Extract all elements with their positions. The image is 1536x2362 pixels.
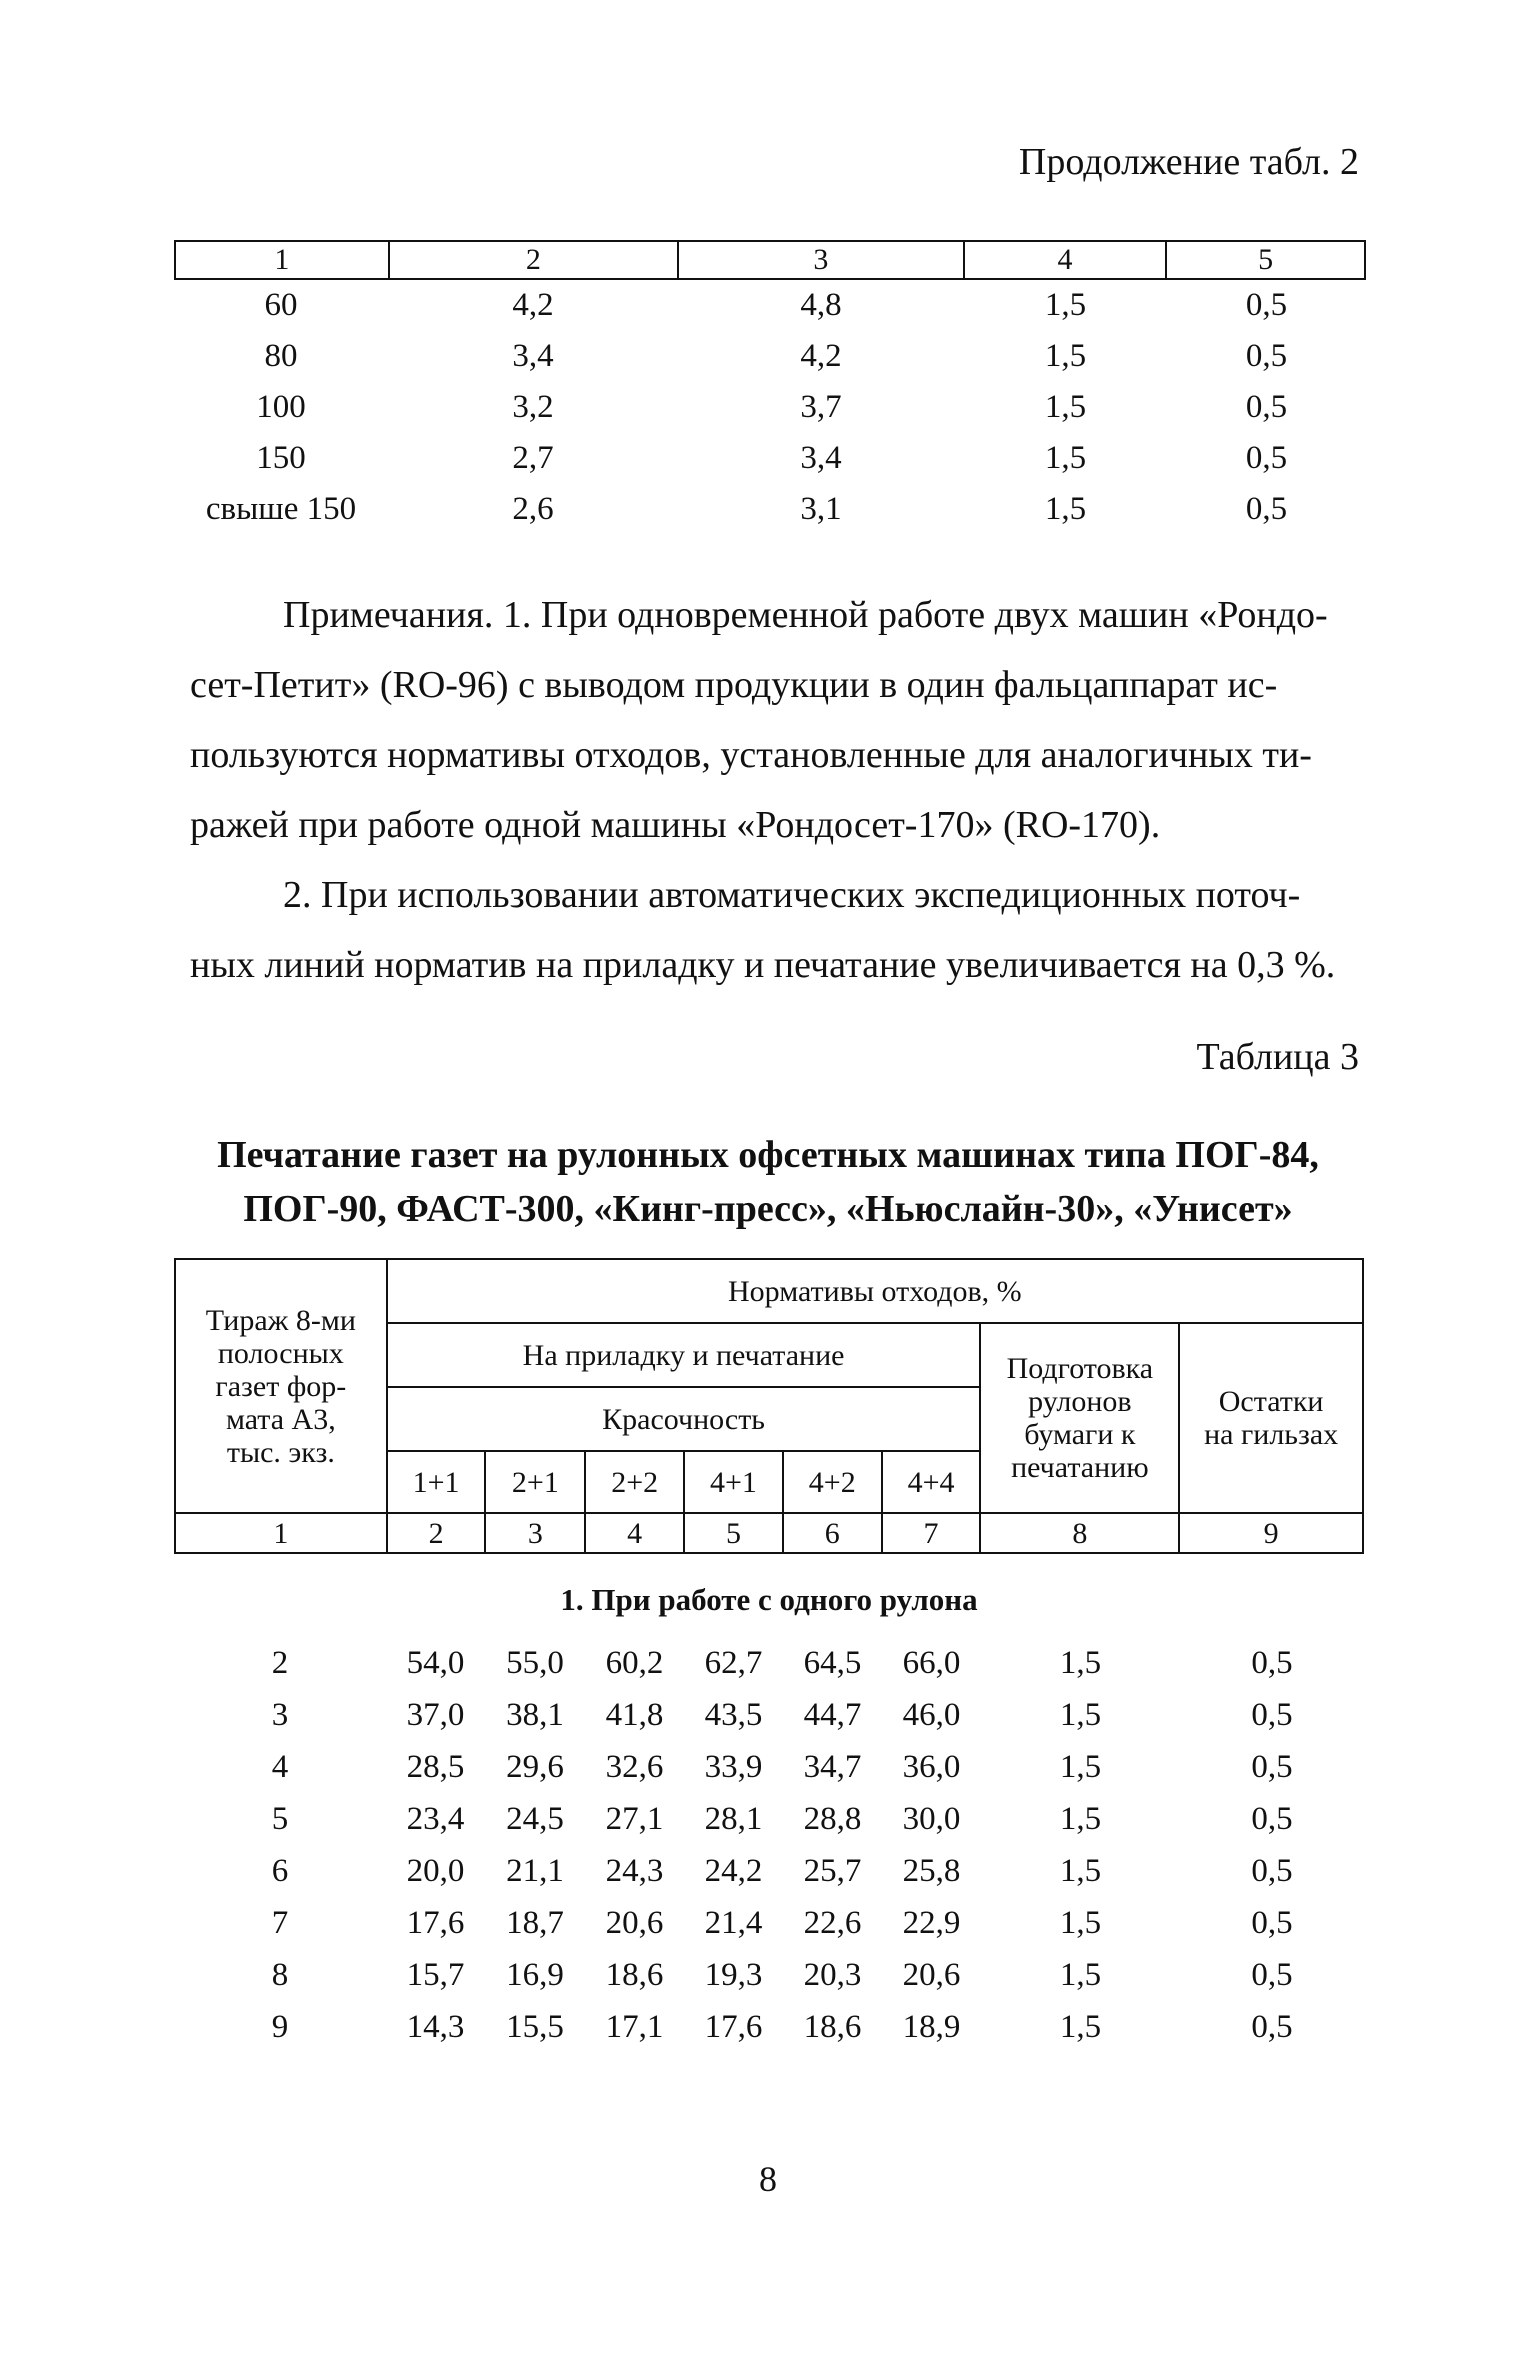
table-cell: 23,4	[406, 1800, 465, 1837]
table-cell: 15,5	[506, 2008, 564, 2045]
column-number-cell: 9	[1179, 1513, 1363, 1553]
table2-header	[174, 240, 1366, 280]
table-cell: 2,7	[512, 440, 554, 476]
table3-title-line: ПОГ-90, ФАСТ-300, «Кинг-пресс», «Ньюслайн-30», «Унисет»	[243, 1188, 1293, 1230]
table-cell: 17,6	[704, 2008, 763, 2045]
continuation-label: Продолжение табл. 2	[1018, 141, 1359, 183]
header-line: бумаги к	[1024, 1418, 1136, 1451]
table-cell: 0,5	[1251, 1644, 1293, 1681]
table-cell: 15,7	[406, 1956, 465, 1993]
table-row	[174, 1637, 1364, 1689]
normatives-header: Нормативы отходов, %	[387, 1259, 1363, 1323]
table-cell: 3,4	[800, 440, 842, 476]
table-cell: 22,6	[803, 1904, 862, 1941]
table3-header-row	[175, 1259, 1363, 1323]
table-cell: 1,5	[1044, 389, 1087, 425]
table-cell: 0,5	[1251, 1904, 1293, 1941]
note-line: сет-Петит» (RO-96) с выводом продукции в один фальцаппарат ис-	[190, 664, 1278, 706]
table-cell: 22,9	[902, 1904, 961, 1941]
table-cell: 20,6	[605, 1904, 664, 1941]
table2-header-cell: 3	[678, 241, 964, 279]
table3-body	[174, 1637, 1364, 2053]
table3-number-row	[175, 1513, 1363, 1553]
table2-header-row	[175, 241, 1365, 279]
column-number-cell: 3	[485, 1513, 585, 1553]
table-row	[174, 1897, 1364, 1949]
table-cell: 0,5	[1251, 1852, 1293, 1889]
table-cell: 20,6	[902, 1956, 961, 1993]
column-number-cell: 1	[175, 1513, 387, 1553]
table-cell: 4,2	[512, 287, 554, 323]
table-cell: 1,5	[1044, 287, 1087, 323]
table-cell: 1,5	[1059, 1696, 1102, 1733]
table-cell: 38,1	[506, 1696, 564, 1733]
table-cell: 25,8	[902, 1852, 961, 1889]
color-header-cell: 2+1	[485, 1451, 585, 1513]
table-cell: 33,9	[704, 1748, 763, 1785]
table-cell: 7	[271, 1904, 289, 1941]
header-line: Подготовка	[1006, 1352, 1154, 1385]
table-cell: 18,7	[506, 1904, 564, 1941]
table-cell: 0,5	[1251, 2008, 1293, 2045]
table-row	[174, 1949, 1364, 2001]
table3-title	[150, 1128, 1386, 1236]
table-cell: 0,5	[1251, 1956, 1293, 1993]
table-cell: 1,5	[1059, 1904, 1102, 1941]
table-cell: 0,5	[1251, 1800, 1293, 1837]
notes-block	[190, 580, 1362, 1000]
table-cell: 1,5	[1059, 1748, 1102, 1785]
paper-prep-header	[980, 1323, 1179, 1513]
table-cell: 43,5	[704, 1696, 763, 1733]
table-cell: 1,5	[1059, 2008, 1102, 2045]
table-row	[174, 2001, 1364, 2053]
table-cell: 16,9	[506, 1956, 564, 1993]
colorfulness-header: Красочность	[387, 1387, 981, 1451]
table-cell: 41,8	[605, 1696, 664, 1733]
table2-header-cell: 1	[175, 241, 389, 279]
page-number: 8	[759, 2159, 777, 2199]
header-line: Тираж 8-ми	[205, 1303, 356, 1337]
table-cell: 0,5	[1245, 491, 1288, 527]
table-cell: 4,2	[800, 338, 842, 374]
table-cell: 1,5	[1059, 1852, 1102, 1889]
table-cell: 1,5	[1044, 338, 1087, 374]
table-row	[174, 280, 1366, 331]
table-cell: 2	[271, 1644, 289, 1681]
table-cell: 18,6	[605, 1956, 664, 1993]
note-line: пользуются нормативы отходов, установленные для аналогичных ти-	[190, 734, 1312, 776]
table-cell: 1,5	[1044, 440, 1087, 476]
color-header-cell: 1+1	[387, 1451, 486, 1513]
note-line: ражей при работе одной машины «Рондосет-170» (RO-170).	[190, 804, 1161, 846]
color-header-cell: 4+1	[684, 1451, 783, 1513]
table-cell: свыше 150	[205, 491, 357, 527]
table-cell: 0,5	[1251, 1696, 1293, 1733]
table-cell: 44,7	[803, 1696, 862, 1733]
header-line: рулонов	[1028, 1385, 1132, 1418]
table-row	[174, 1741, 1364, 1793]
table-row	[174, 331, 1366, 382]
table-row	[174, 382, 1366, 433]
table-cell: 21,1	[506, 1852, 564, 1889]
table-cell: 1,5	[1059, 1644, 1102, 1681]
table-cell: 20,3	[803, 1956, 862, 1993]
table-cell: 27,1	[605, 1800, 664, 1837]
header-line: печатанию	[1011, 1451, 1149, 1484]
column-number-cell: 4	[585, 1513, 684, 1553]
table-cell: 18,6	[803, 2008, 862, 2045]
table-row	[174, 433, 1366, 484]
color-header-cell: 4+4	[882, 1451, 981, 1513]
table-cell: 0,5	[1245, 338, 1288, 374]
table-cell: 54,0	[406, 1644, 465, 1681]
header-line: Остатки	[1218, 1385, 1324, 1418]
table-cell: 0,5	[1251, 1748, 1293, 1785]
table3-header	[174, 1258, 1364, 1554]
table-cell: 6	[271, 1852, 289, 1889]
table2-header-cell: 4	[964, 241, 1167, 279]
table-cell: 20,0	[406, 1852, 465, 1889]
leftovers-header	[1179, 1323, 1363, 1513]
table3-title-line: Печатание газет на рулонных офсетных машинах типа ПОГ-84,	[217, 1134, 1319, 1176]
table-cell: 3,2	[512, 389, 554, 425]
column-number-cell: 7	[882, 1513, 981, 1553]
table-cell: 1,5	[1059, 1956, 1102, 1993]
column-number-cell: 5	[684, 1513, 783, 1553]
table-cell: 8	[271, 1956, 289, 1993]
table2-header-cell: 5	[1166, 241, 1365, 279]
header-line: тыс. экз.	[226, 1435, 335, 1469]
table-cell: 14,3	[406, 2008, 465, 2045]
table-cell: 37,0	[406, 1696, 465, 1733]
table-cell: 4	[271, 1748, 289, 1785]
table-cell: 3,1	[800, 491, 842, 527]
table-cell: 0,5	[1245, 440, 1288, 476]
table-cell: 62,7	[704, 1644, 763, 1681]
table-cell: 36,0	[902, 1748, 961, 1785]
table-cell: 28,5	[406, 1748, 465, 1785]
table-cell: 2,6	[512, 491, 554, 527]
table-cell: 28,1	[704, 1800, 763, 1837]
table-cell: 24,5	[506, 1800, 564, 1837]
table-cell: 3	[271, 1696, 289, 1733]
table-cell: 28,8	[803, 1800, 862, 1837]
table-cell: 3,7	[800, 389, 842, 425]
table-cell: 17,1	[605, 2008, 664, 2045]
table-cell: 17,6	[406, 1904, 465, 1941]
table2-body	[174, 280, 1366, 535]
table-cell: 30,0	[902, 1800, 961, 1837]
table-row	[174, 484, 1366, 535]
table-cell: 0,5	[1245, 389, 1288, 425]
table-cell: 0,5	[1245, 287, 1288, 323]
table-row	[174, 1845, 1364, 1897]
table-cell: 29,6	[506, 1748, 564, 1785]
note-line: 2. При использовании автоматических экспедиционных поточ-	[283, 874, 1301, 916]
table-cell: 66,0	[902, 1644, 961, 1681]
table-cell: 60,2	[605, 1644, 664, 1681]
table-cell: 9	[271, 2008, 289, 2045]
column-number-cell: 6	[783, 1513, 882, 1553]
table-row	[174, 1689, 1364, 1741]
table-cell: 1,5	[1059, 1800, 1102, 1837]
header-line: мата А3,	[225, 1402, 336, 1436]
table-cell: 25,7	[803, 1852, 862, 1889]
header-line: полосных	[217, 1336, 344, 1370]
table-cell: 24,3	[605, 1852, 664, 1889]
table-row	[174, 1793, 1364, 1845]
table-cell: 46,0	[902, 1696, 961, 1733]
section-title: 1. При работе с одного рулона	[560, 1582, 978, 1617]
table-cell: 64,5	[803, 1644, 862, 1681]
table-cell: 24,2	[704, 1852, 763, 1889]
table-cell: 4,8	[800, 287, 842, 323]
header-line: на гильзах	[1204, 1418, 1339, 1451]
table2-header-cell: 2	[389, 241, 679, 279]
table-cell: 80	[264, 338, 298, 374]
table-cell: 19,3	[704, 1956, 763, 1993]
table-cell: 1,5	[1044, 491, 1087, 527]
note-line: ных линий норматив на приладку и печатание увеличивается на 0,3 %.	[190, 944, 1336, 986]
circulation-header	[175, 1259, 387, 1513]
table-cell: 21,4	[704, 1904, 763, 1941]
table-cell: 3,4	[512, 338, 554, 374]
note-line: Примечания. 1. При одновременной работе двух машин «Рондо-	[283, 594, 1328, 636]
table-cell: 100	[256, 389, 306, 425]
table-cell: 5	[271, 1800, 289, 1837]
table-cell: 55,0	[506, 1644, 564, 1681]
table-cell: 34,7	[803, 1748, 862, 1785]
table-cell: 150	[256, 440, 306, 476]
color-header-cell: 4+2	[783, 1451, 882, 1513]
header-line: газет фор-	[215, 1369, 347, 1403]
table-cell: 60	[264, 287, 298, 323]
priladka-header: На приладку и печатание	[387, 1323, 981, 1387]
column-number-cell: 2	[387, 1513, 486, 1553]
column-number-cell: 8	[980, 1513, 1179, 1553]
color-header-cell: 2+2	[585, 1451, 684, 1513]
table-cell: 32,6	[605, 1748, 664, 1785]
table3-label: Таблица 3	[1196, 1036, 1359, 1078]
table-cell: 18,9	[902, 2008, 961, 2045]
